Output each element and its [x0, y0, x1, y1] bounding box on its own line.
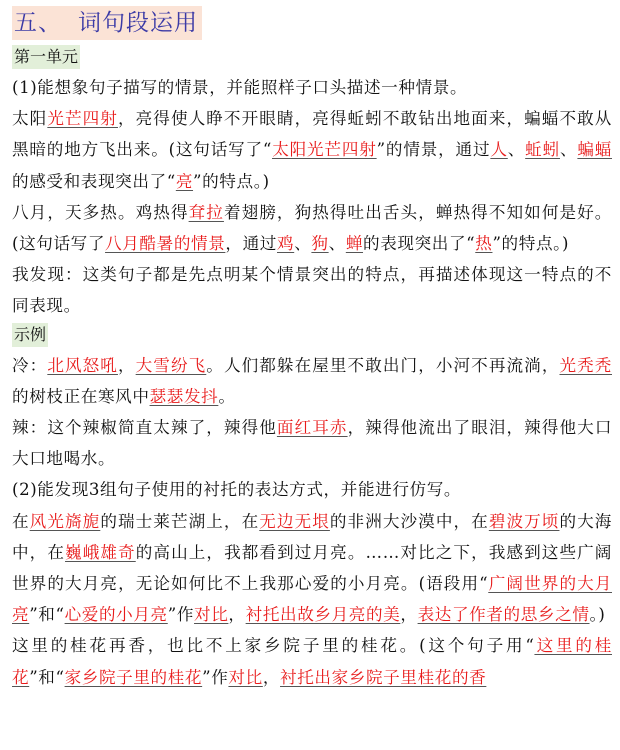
text: 。人们都躲在屋里不敢出门，小河不再流淌， [206, 355, 560, 375]
text: 的感受和表现突出了“ [12, 171, 176, 191]
key-phrase: 耷拉 [188, 202, 224, 222]
text: 着翅膀，狗热得吐出舌头，蝉热得不知如何是好。(这句话写了 [12, 202, 613, 254]
key-phrase: 广阔世界的大月亮 [12, 574, 612, 625]
key-phrase: 蝙蝠 [577, 140, 612, 160]
key-phrase: 巍峨雄奇 [65, 542, 136, 562]
text: 冷： [12, 355, 48, 375]
section-title-text: 词句段运用 [78, 10, 198, 36]
key-phrase: 人 [490, 140, 508, 160]
paragraph-august [12, 197, 612, 259]
text: ，辣得他流出了眼泪，辣得他大口大口地喝水。 [12, 418, 613, 469]
text: 的非洲大沙漠中，在 [329, 511, 489, 531]
key-phrase: 家乡院子里的桂花 [64, 667, 203, 687]
key-phrase: 对比 [194, 605, 229, 625]
text: ”和“ [29, 605, 65, 625]
text: 的高山上，我都看到过月亮。……对比之下，我感到这些广阔世界的大月亮，无论如何比不上我那心爱的小月亮。(语段用“ [12, 542, 612, 594]
text: ”的特点。) [193, 171, 270, 191]
example-heading: 示例 [12, 323, 48, 347]
key-phrase: 碧波万顷 [488, 511, 560, 531]
key-phrase: 北风怒吼 [47, 355, 118, 375]
text: ”和“ [29, 667, 65, 687]
key-phrase: 风光旖旎 [29, 511, 101, 531]
paragraph-osmanthus [12, 630, 612, 692]
text: 。) [589, 605, 606, 625]
document-page [12, 6, 612, 693]
key-phrase: 光芒四射 [47, 109, 118, 129]
text: 八月，天多热。鸡热得 [12, 202, 189, 222]
text: ， [262, 667, 281, 687]
key-phrase: 太阳光芒四射 [272, 140, 377, 160]
paragraph-cold [12, 350, 612, 412]
text: 、 [559, 140, 578, 160]
key-phrase: 对比 [228, 667, 263, 687]
unit-heading: 第一单元 [12, 45, 80, 69]
key-phrase: 表达了作者的思乡之情 [417, 605, 590, 625]
text: 、 [328, 234, 346, 254]
key-phrase: 无边无垠 [259, 511, 330, 531]
key-phrase: 蚯蚓 [525, 140, 560, 160]
key-phrase: 这里的桂花 [12, 636, 612, 687]
section-title [12, 6, 202, 40]
text: 、 [294, 234, 312, 254]
paragraph-spicy [12, 412, 612, 474]
body-text-2 [12, 350, 612, 693]
key-phrase: 光秃秃 [559, 355, 612, 375]
text: 在 [12, 511, 30, 531]
text: ”的情景，通过 [376, 140, 491, 160]
text: 辣：这个辣椒简直太辣了，辣得他 [12, 418, 277, 438]
text: 这里的桂花再香，也比不上家乡院子里的桂花。(这个句子用“ [12, 636, 535, 656]
section-number: 五、 [14, 10, 62, 36]
text: ， [400, 605, 418, 625]
task-2: (2)能发现3组句子使用的衬托的表达方式，并能进行仿写。 [12, 480, 462, 500]
body-text [12, 72, 612, 322]
text: 的瑞士莱芒湖上，在 [100, 511, 260, 531]
paragraph-sun [12, 103, 612, 197]
key-phrase: 衬托出故乡月亮的美 [245, 605, 401, 625]
key-phrase: 蝉 [345, 234, 364, 254]
key-phrase: 亮 [175, 171, 194, 191]
key-phrase: 心爱的小月亮 [64, 605, 168, 625]
text: ，亮得使人睁不开眼睛，亮得蚯蚓不敢钻出地面来，蝙蝠不敢从黑暗的地方飞出来。(这句话写了“ [12, 109, 612, 160]
text: 的表现突出了“ [363, 234, 476, 254]
text: ”的特点。) [492, 234, 570, 254]
key-phrase: 大雪纷飞 [135, 355, 207, 375]
text: 。 [218, 386, 236, 406]
key-phrase: 狗 [311, 234, 329, 254]
key-phrase: 热 [475, 234, 493, 254]
text: ， [228, 605, 246, 625]
text: 的大海中，在 [12, 511, 612, 562]
key-phrase: 鸡 [277, 234, 295, 254]
text: 太阳 [12, 109, 48, 129]
key-phrase: 八月酷暑的情景 [105, 234, 226, 254]
text: ”作 [167, 605, 195, 625]
text: ”作 [202, 667, 229, 687]
paragraph-finding: 我发现：这类句子都是先点明某个情景突出的特点，再描述体现这一特点的不同表现。 [12, 265, 612, 316]
text: 、 [507, 140, 526, 160]
task-1: (1)能想象句子描写的情景，并能照样子口头描述一种情景。 [12, 78, 468, 97]
key-phrase: 衬托出家乡院子里桂花的香 [280, 667, 487, 687]
key-phrase: 面红耳赤 [276, 418, 348, 438]
key-phrase: 瑟瑟发抖 [149, 386, 219, 406]
text: ， [117, 355, 136, 375]
text: ，通过 [225, 234, 277, 254]
paragraph-moon [12, 506, 612, 631]
text: 的树枝正在寒风中 [12, 386, 150, 406]
